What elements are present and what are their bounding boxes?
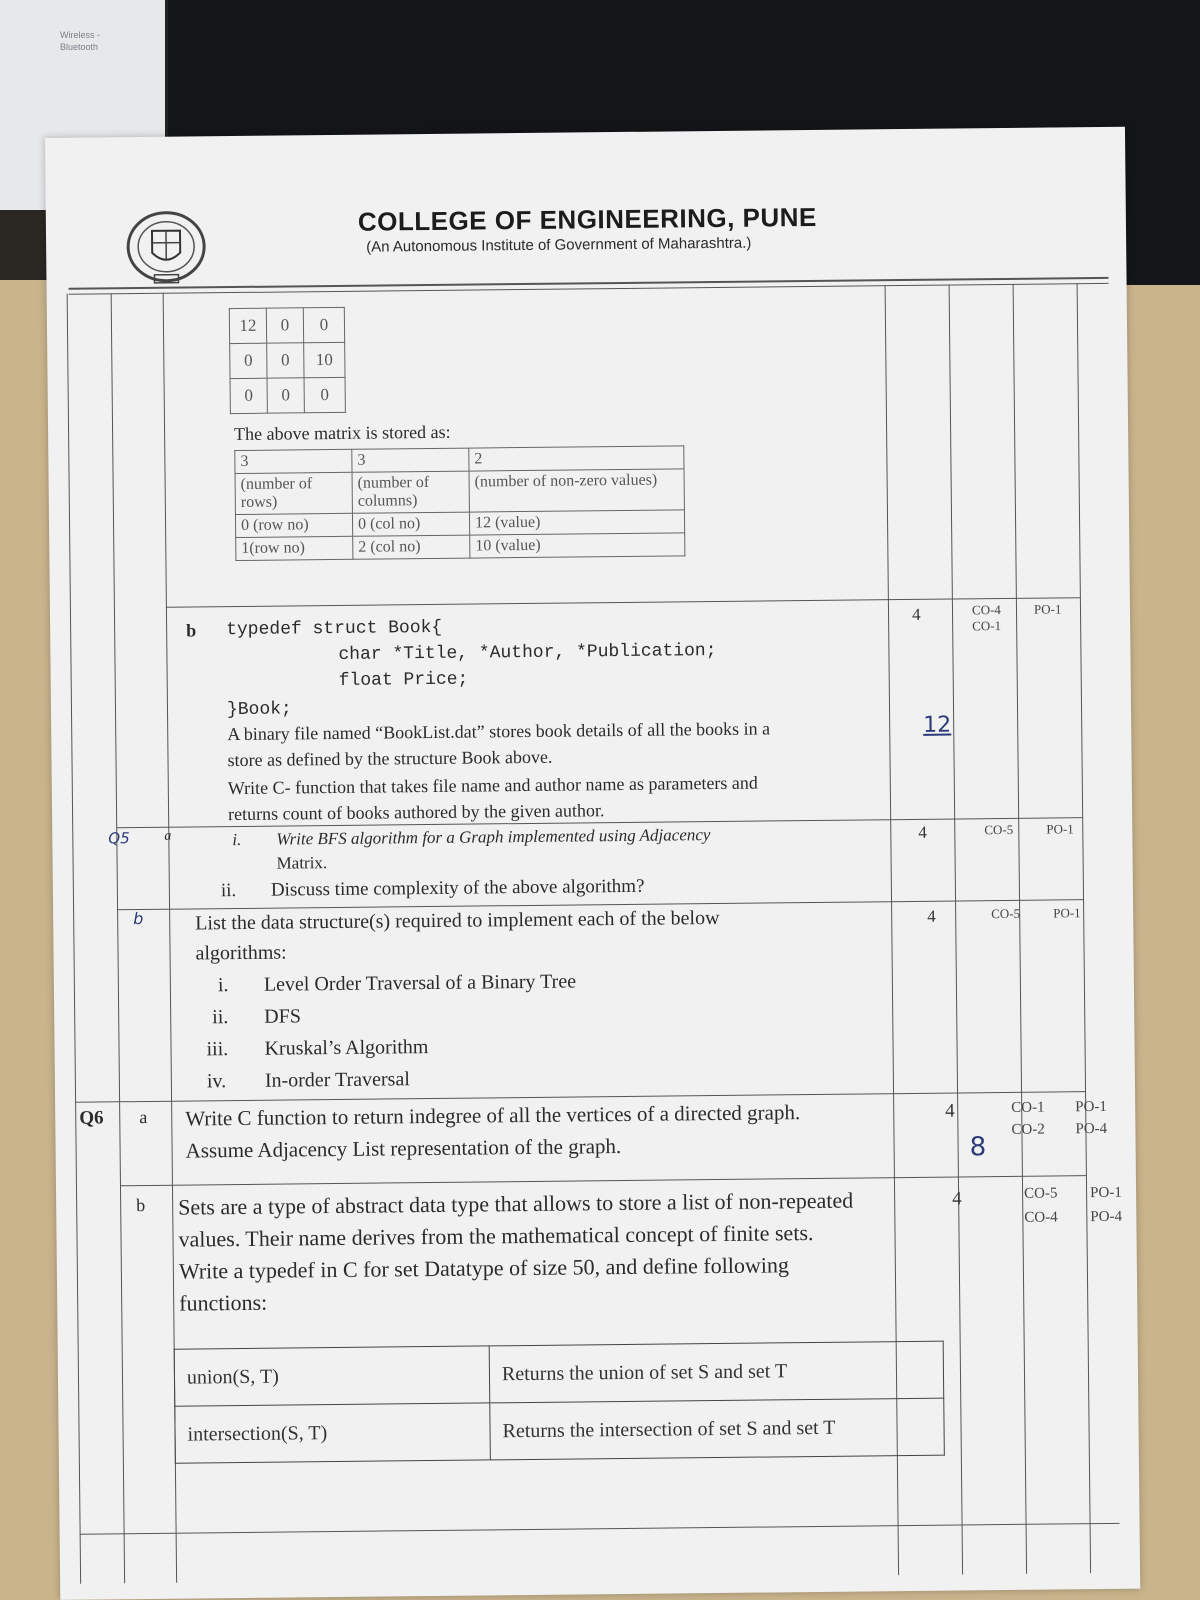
q4b-co-1: CO-4 (971, 602, 1001, 618)
q4b-po: PO-1 (1033, 601, 1062, 617)
col-line-q (67, 294, 82, 1584)
q6b-text-line-2: values. Their name derives from the mathematical concept of finite sets. (178, 1220, 814, 1252)
q5b-item-num: iii. (206, 1038, 229, 1061)
storage-cell: 10 (value) (470, 533, 685, 558)
storage-cell: 12 (value) (469, 510, 684, 535)
handwritten-score-q6: 8 (969, 1132, 987, 1163)
q5b-item-num: iv. (206, 1070, 227, 1093)
q5a-i-text-2: Matrix. (276, 853, 328, 873)
q5b-item-num: ii. (212, 1006, 229, 1029)
exam-paper (45, 127, 1140, 1600)
q6a-marks: 4 (945, 1100, 955, 1122)
col-line-po (1013, 284, 1028, 1574)
q6b-label: b (136, 1195, 146, 1216)
q4b-text-line-3: Write C- function that takes file name and author name as parameters and (227, 772, 758, 799)
q6b-po-1: PO-1 (1090, 1184, 1122, 1202)
q5b-label: b (133, 909, 144, 929)
function-name: intersection(S, T) (175, 1403, 491, 1463)
q6a-po-1: PO-1 (1075, 1098, 1107, 1116)
bottom-rule (80, 1523, 1120, 1535)
handwritten-score-q4: 12 (923, 712, 952, 738)
row-divider-q6b (120, 1175, 1086, 1186)
college-subtitle: (An Autonomous Institute of Government of Maharashtra.) (366, 234, 752, 256)
storage-cell: 0 (col no) (352, 512, 469, 536)
storage-row (235, 469, 684, 515)
q5b-marks: 4 (927, 906, 936, 926)
screen-text-1: Wireless - (60, 30, 100, 40)
matrix-storage-table (234, 445, 685, 561)
q6b-text-line-1: Sets are a type of abstract data type that allows to store a list of non-repeated (178, 1187, 854, 1220)
q5b-item-num: i. (217, 974, 229, 997)
q4b-text-line-1: A binary file named “BookList.dat” stores book details of all the books in a (227, 718, 771, 745)
q5a-label: a (164, 828, 172, 844)
function-name: union(S, T) (174, 1346, 490, 1406)
function-description: Returns the union of set S and set T (489, 1341, 944, 1403)
function-row (174, 1341, 944, 1406)
college-crest-logo (124, 208, 209, 289)
q5a-co: CO-5 (984, 821, 1014, 838)
matrix-cell: 0 (266, 308, 303, 343)
q5a-i-label: i. (232, 829, 242, 850)
q6a-text-line-2: Assume Adjacency List representation of the graph. (185, 1134, 622, 1163)
function-row (175, 1398, 945, 1463)
q6-label: Q6 (79, 1107, 104, 1129)
matrix-cell: 0 (230, 343, 267, 378)
q6b-co-1: CO-5 (1024, 1185, 1058, 1202)
q4b-text-line-4: returns count of books authored by the given author. (227, 800, 605, 825)
q5b-item-text: DFS (264, 1005, 302, 1028)
sparse-matrix (229, 307, 346, 414)
storage-cell: 3 (352, 448, 469, 472)
q5b-co: CO-5 (991, 905, 1021, 922)
q6a-co-2: CO-2 (1011, 1121, 1045, 1138)
q5b-item-text: Level Order Traversal of a Binary Tree (263, 970, 577, 996)
q4b-code-line-3: float Price; (338, 669, 469, 691)
q5a-i-text-1: Write BFS algorithm for a Graph implemented using Adjacency (276, 825, 711, 849)
q5-label: Q5 (108, 829, 130, 848)
q6b-co-2: CO-4 (1024, 1209, 1058, 1226)
q4b-code-line-2: char *Title, *Author, *Publication; (338, 640, 717, 665)
q6a-po-2: PO-4 (1075, 1120, 1108, 1138)
matrix-row (230, 377, 345, 413)
matrix-cell: 0 (304, 377, 345, 412)
q6a-co-1: CO-1 (1011, 1099, 1045, 1116)
row-divider-q4b (166, 597, 1080, 608)
function-description: Returns the intersection of set S and set T (490, 1398, 945, 1460)
storage-cell: 2 (469, 446, 684, 471)
q5b-item-text: In-order Traversal (264, 1068, 410, 1092)
q4b-code-line-1: typedef struct Book{ (226, 617, 443, 641)
col-line-right (1077, 283, 1092, 1573)
matrix-cell: 0 (303, 307, 344, 342)
col-line-co (949, 285, 964, 1575)
college-title: COLLEGE OF ENGINEERING, PUNE (357, 201, 817, 237)
q6b-text-line-3: Write a typedef in C for set Datatype of size 50, and define following (178, 1252, 790, 1284)
matrix-cell: 0 (230, 378, 267, 413)
q5b-text-line-2: algorithms: (195, 941, 287, 965)
q6a-label: a (139, 1106, 148, 1128)
matrix-caption: The above matrix is stored as: (234, 421, 451, 445)
storage-cell: 3 (235, 449, 352, 473)
matrix-cell: 0 (267, 378, 304, 413)
storage-cell: 1(row no) (236, 536, 353, 560)
q5a-po: PO-1 (1046, 821, 1074, 837)
storage-cell: (number of non-zero values) (469, 469, 684, 512)
q5a-marks: 4 (918, 822, 927, 842)
q5b-item-text: Kruskal’s Algorithm (264, 1036, 429, 1060)
q4b-label: b (186, 620, 197, 641)
matrix-cell: 0 (267, 343, 304, 378)
q5a-ii-label: ii. (220, 880, 237, 902)
q6a-text-line-1: Write C function to return indegree of all the vertices of a directed graph. (185, 1100, 801, 1131)
q4b-co-2: CO-1 (972, 618, 1002, 634)
matrix-cell: 10 (304, 342, 345, 377)
q5a-ii-text: Discuss time complexity of the above algorithm? (270, 875, 645, 901)
storage-cell: (number of rows) (235, 472, 352, 514)
header-rule-thin (69, 283, 1109, 295)
storage-row (236, 533, 685, 561)
storage-cell: 0 (row no) (235, 513, 352, 537)
col-line-sub (111, 293, 126, 1583)
matrix-cell: 12 (229, 308, 266, 343)
q4b-text-line-2: store as defined by the structure Book above. (227, 746, 553, 771)
matrix-row (230, 342, 345, 378)
q5b-po: PO-1 (1053, 905, 1081, 921)
storage-cell: 2 (col no) (353, 535, 470, 559)
q4b-marks: 4 (911, 604, 921, 624)
row-divider-q6a (75, 1091, 1085, 1103)
q6b-po-2: PO-4 (1090, 1208, 1123, 1226)
storage-cell: (number of columns) (352, 471, 469, 513)
set-functions-table (174, 1341, 945, 1464)
matrix-row (229, 307, 344, 343)
q6b-marks: 4 (952, 1188, 962, 1210)
q4b-code-line-4: }Book; (226, 699, 292, 721)
q5b-text-line-1: List the data structure(s) required to implement each of the below (195, 906, 720, 935)
q6b-text-line-4: functions: (179, 1289, 268, 1316)
screen-text-2: Bluetooth (60, 42, 99, 52)
